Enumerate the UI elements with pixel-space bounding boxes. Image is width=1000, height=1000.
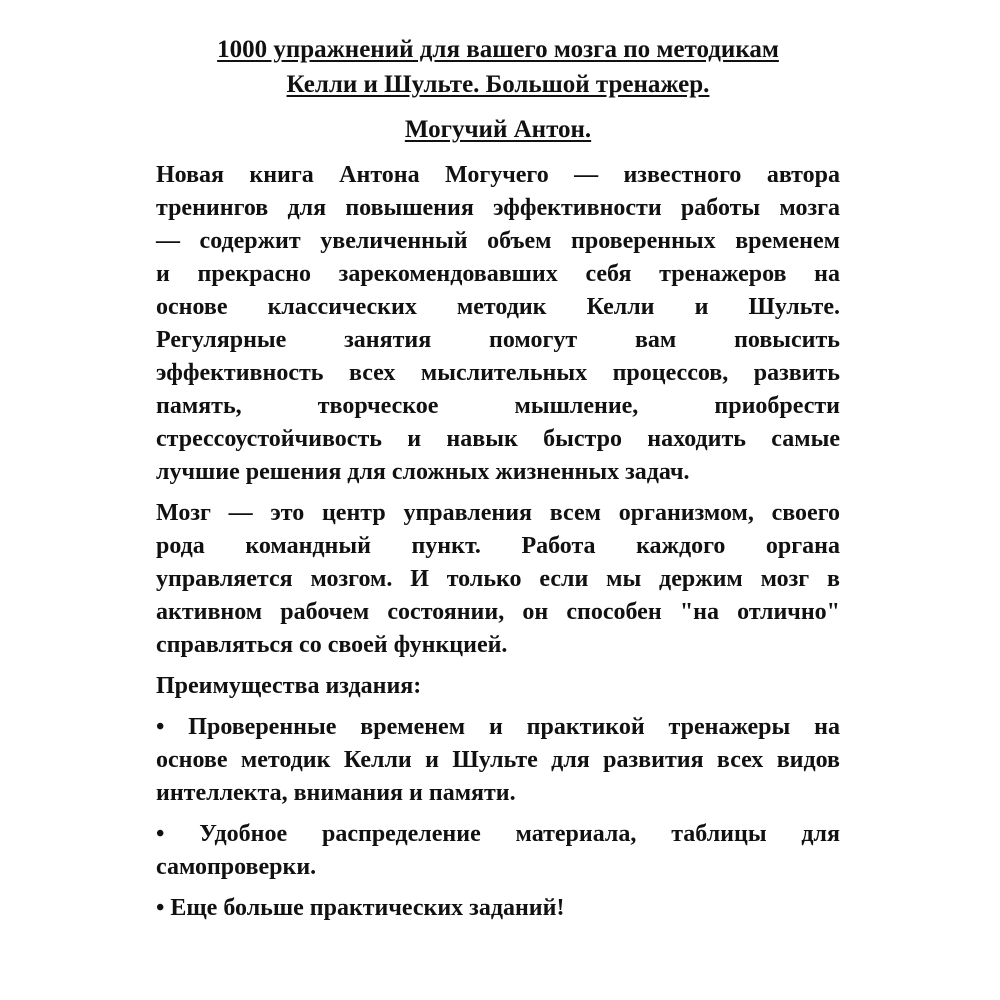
text-line: Преимущества издания: [156, 673, 422, 699]
advantage-item [156, 711, 840, 810]
text-line: память, творческое мышление, приобрести [156, 393, 840, 419]
text-line: основе методик Келли и Шульте для развития всех видов [156, 747, 840, 773]
text-line: • Проверенные временем и практикой тренажеры на [156, 714, 840, 740]
brain-paragraph [156, 497, 840, 662]
text-line: основе классических методик Келли и Шульте. [156, 294, 840, 320]
text-line: управляется мозгом. И только если мы держим мозг в [156, 566, 840, 592]
title-line: Келли и Шульте. Большой тренажер. [286, 71, 710, 98]
text-line: Мозг — это центр управления всем организмом, своего [156, 500, 840, 526]
text-line: Регулярные занятия помогут вам повысить [156, 327, 840, 353]
advantage-item [156, 892, 840, 925]
text-line: — содержит увеличенный объем проверенных временем [156, 228, 840, 254]
document-page [156, 32, 840, 925]
text-line: эффективность всех мыслительных процессов, развить [156, 360, 840, 386]
author-name: Могучий Антон. [404, 116, 592, 143]
text-line: и прекрасно зарекомендовавших себя тренажеров на [156, 261, 840, 287]
text-line: стрессоустойчивость и навык быстро находить самые [156, 426, 840, 452]
text-line: • Удобное распределение материала, таблицы для [156, 821, 840, 847]
text-line: • Еще больше практических заданий! [156, 895, 565, 921]
text-line: самопроверки. [156, 854, 317, 880]
text-line: Новая книга Антона Могучего — известного автора [156, 162, 840, 188]
advantage-item [156, 818, 840, 884]
title-line: 1000 упражнений для вашего мозга по методикам [217, 36, 779, 63]
text-line: лучшие решения для сложных жизненных задач. [156, 459, 690, 485]
text-line: рода командный пункт. Работа каждого органа [156, 533, 840, 559]
description-paragraph [156, 159, 840, 489]
text-line: интеллекта, внимания и памяти. [156, 780, 516, 806]
text-line: активном рабочем состоянии, он способен "на отлично" [156, 599, 840, 625]
text-line: тренингов для повышения эффективности работы мозга [156, 195, 840, 221]
document-title [156, 32, 840, 102]
advantages-heading [156, 670, 840, 703]
text-line: справляться со своей функцией. [156, 632, 508, 658]
